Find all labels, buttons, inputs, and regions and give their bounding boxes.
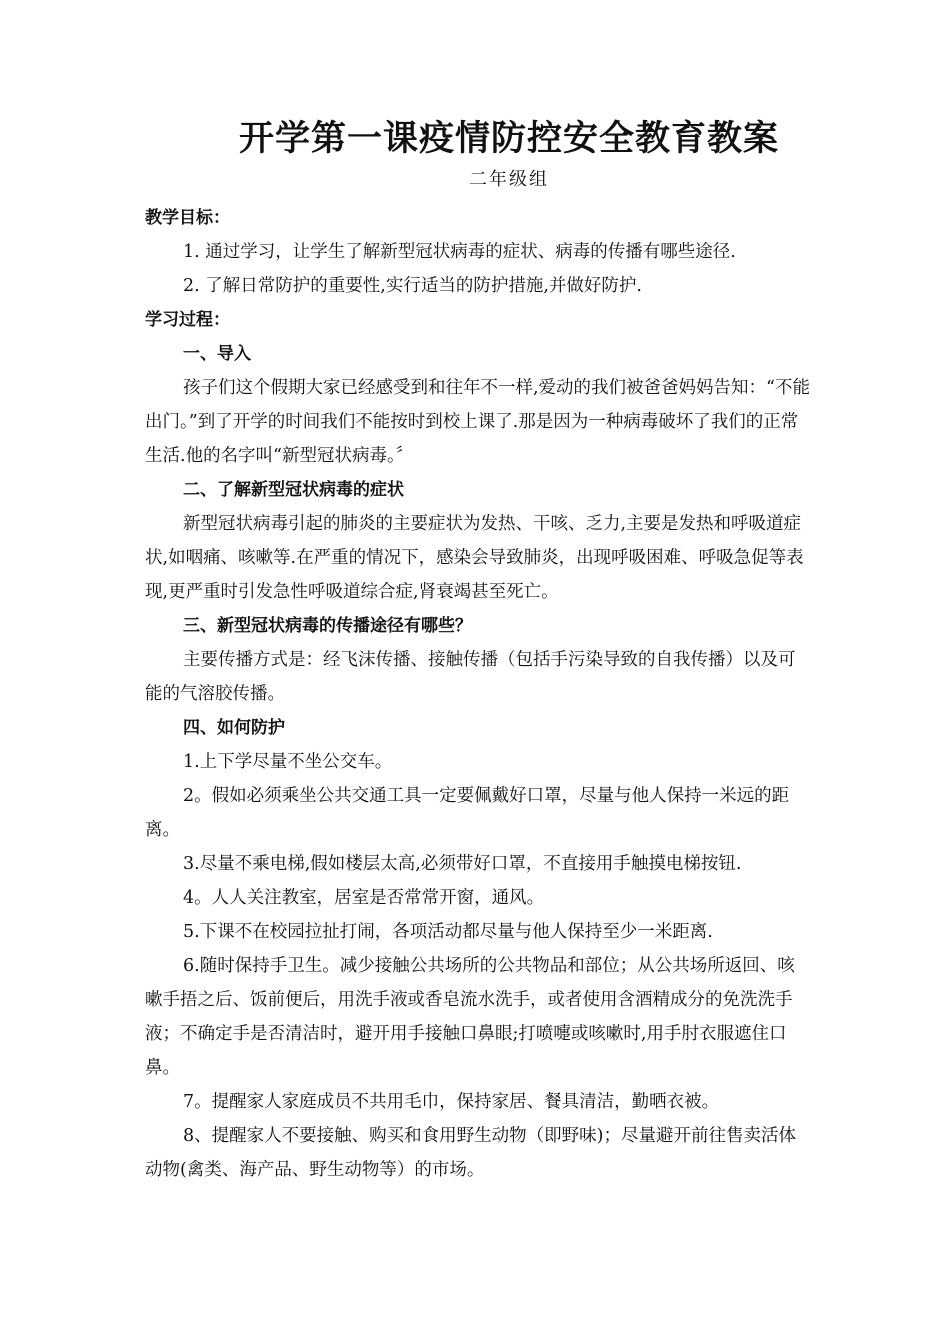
objective-item: 1. 通过学习，让学生了解新型冠状病毒的症状、病毒的传播有哪些途径. xyxy=(183,242,736,262)
protection-item: 7。提醒家人家庭成员不共用毛巾，保持家居、餐具清洁，勤晒衣被。 xyxy=(183,1092,720,1112)
section-heading: 一、导入 xyxy=(183,344,251,364)
section-heading: 四、如何防护 xyxy=(183,718,285,738)
protection-item: 1.上下学尽量不坐公交车。 xyxy=(183,752,393,772)
page-subtitle: 二年级组 xyxy=(469,169,549,190)
protection-item: 2。假如必须乘坐公共交通工具一定要佩戴好口罩，尽量与他人保持一米远的距离。 xyxy=(145,786,790,840)
document-body xyxy=(145,201,810,1187)
protection-item: 5.下课不在校园拉扯打闹，各项活动都尽量与他人保持至少一米距离. xyxy=(183,922,713,942)
protection-item: 3.尽量不乘电梯,假如楼层太高,必须带好口罩，不直接用手触摸电梯按钮. xyxy=(183,854,742,874)
section-paragraph: 孩子们这个假期大家已经感受到和往年不一样,爱动的我们被爸爸妈妈告知：“不能出门。”到了开学的时间我们不能按时到校上课了.那是因为一种病毒破坏了我们的正常生活.他的名字叫“新型冠状病毒。〞 xyxy=(145,378,811,466)
section-heading: 二、了解新型冠状病毒的症状 xyxy=(183,480,404,500)
page-title: 开学第一课疫情防控安全教育教案 xyxy=(238,119,779,159)
protection-item: 4。人人关注教室，居室是否常常开窗，通风。 xyxy=(183,888,545,908)
objectives-heading: 教学目标： xyxy=(145,208,230,228)
process-heading: 学习过程： xyxy=(145,310,230,330)
section-paragraph: 新型冠状病毒引起的肺炎的主要症状为发热、干咳、乏力,主要是发热和呼吸道症状,如咽痛、咳嗽等.在严重的情况下，感染会导致肺炎，出现呼吸困难、呼吸急促等表现,更严重时引发急性呼吸道综合症,肾衰竭甚至死亡。 xyxy=(145,514,804,602)
section-heading: 三、新型冠状病毒的传播途径有哪些？ xyxy=(183,616,472,636)
section-paragraph: 主要传播方式是：经飞沫传播、接触传播（包括手污染导致的自我传播）以及可能的气溶胶传播。 xyxy=(145,650,796,704)
protection-item: 8、提醒家人不要接触、购买和食用野生动物（即野味)；尽量避开前往售卖活体动物(禽类、海产品、野生动物等）的市场。 xyxy=(145,1126,796,1180)
protection-item: 6.随时保持手卫生。减少接触公共场所的公共物品和部位；从公共场所返回、咳嗽手捂之后、饭前便后，用洗手液或香皂流水洗手，或者使用含酒精成分的免洗洗手液；不确定手是否清洁时，避开用手接触口鼻眼;打喷嚏或咳嗽时,用手肘衣服遮住口鼻。 xyxy=(145,956,795,1078)
objective-item: 2. 了解日常防护的重要性,实行适当的防护措施,并做好防护. xyxy=(183,276,642,296)
